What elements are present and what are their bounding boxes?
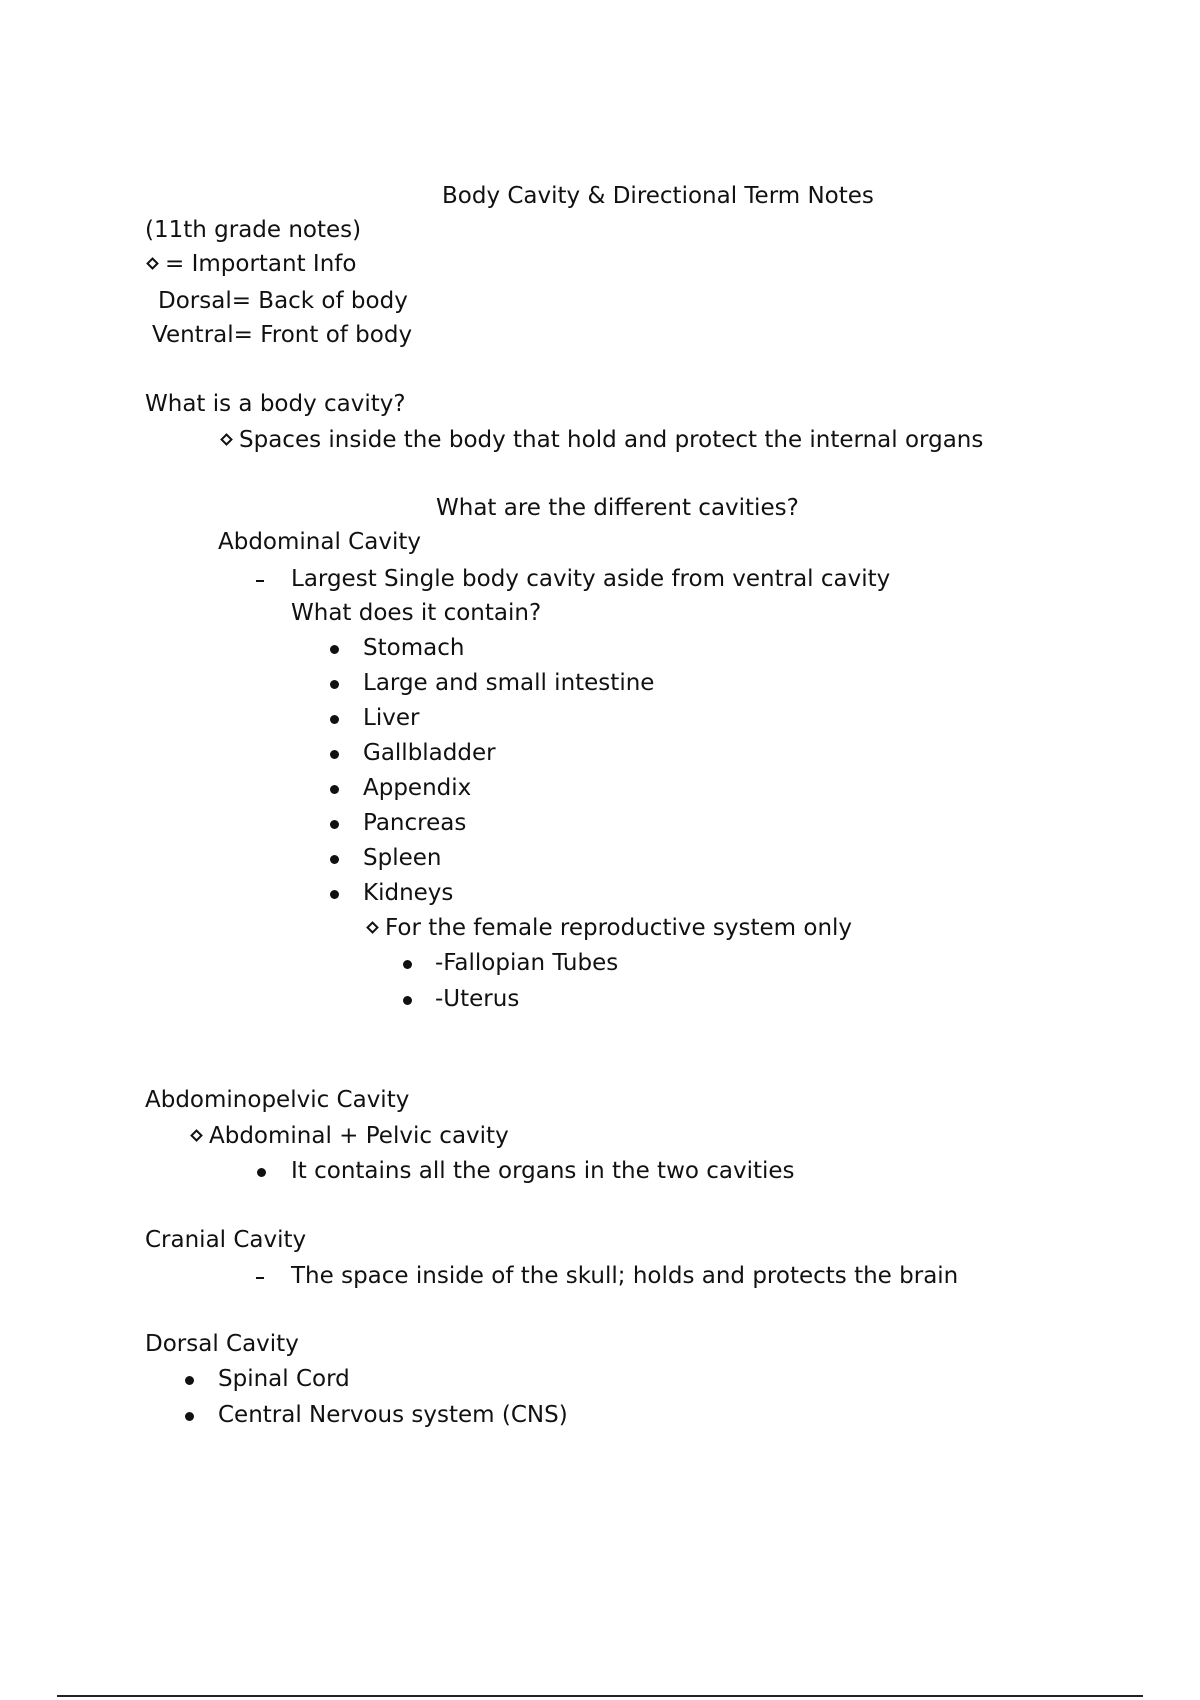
organ-item: Gallbladder (363, 740, 496, 766)
bullet-icon (185, 1376, 194, 1385)
organ-item: Spleen (363, 845, 442, 871)
bullet-icon (330, 750, 339, 759)
grade-note: (11th grade notes) (145, 217, 362, 243)
abdominopelvic-detail: It contains all the organs in the two cavities (291, 1158, 795, 1184)
bullet-icon (330, 855, 339, 864)
bullet-icon (330, 785, 339, 794)
bullet-icon (330, 820, 339, 829)
contains-question: What does it contain? (291, 600, 542, 626)
dorsal-item: Spinal Cord (218, 1366, 350, 1392)
bullet-icon (330, 890, 339, 899)
bullet-icon (330, 715, 339, 724)
bullet-icon (330, 645, 339, 654)
page-title: Body Cavity & Directional Term Notes (442, 183, 874, 209)
abdominal-description: Largest Single body cavity aside from ventral cavity (291, 566, 891, 592)
diamond-icon (146, 257, 159, 270)
ventral-definition: Ventral= Front of body (152, 322, 413, 348)
bullet-icon (403, 960, 412, 969)
bullet-icon (185, 1412, 194, 1421)
organ-item: Large and small intestine (363, 670, 655, 696)
dorsal-heading: Dorsal Cavity (145, 1331, 299, 1357)
female-organ-item: -Fallopian Tubes (435, 950, 619, 976)
diamond-icon (366, 921, 379, 934)
abdominopelvic-definition (192, 1122, 509, 1150)
cranial-description: The space inside of the skull; holds and protects the brain (291, 1263, 959, 1289)
organ-item: Liver (363, 705, 420, 731)
bottom-divider (57, 1695, 1143, 1697)
female-note-text: For the female reproductive system only (385, 915, 853, 941)
abdominopelvic-heading: Abdominopelvic Cavity (145, 1087, 410, 1113)
dash-marker (256, 1277, 264, 1279)
bullet-icon (330, 680, 339, 689)
cavities-heading: What are the different cavities? (436, 495, 799, 521)
dorsal-definition: Dorsal= Back of body (158, 288, 408, 314)
bullet-icon (403, 996, 412, 1005)
dash-marker (256, 580, 264, 582)
female-note (368, 914, 852, 942)
diamond-icon (220, 433, 233, 446)
legend-line (148, 250, 356, 278)
female-organ-item: -Uterus (435, 986, 520, 1012)
organ-item: Appendix (363, 775, 472, 801)
legend-text: = Important Info (165, 251, 357, 277)
body-cavity-answer-text: Spaces inside the body that hold and protect the internal organs (239, 427, 984, 453)
organ-item: Pancreas (363, 810, 467, 836)
cranial-heading: Cranial Cavity (145, 1227, 307, 1253)
organ-item: Kidneys (363, 880, 454, 906)
dorsal-item: Central Nervous system (CNS) (218, 1402, 568, 1428)
organ-item: Stomach (363, 635, 465, 661)
diamond-icon (190, 1129, 203, 1142)
body-cavity-answer (222, 426, 983, 454)
body-cavity-question: What is a body cavity? (145, 391, 406, 417)
abdominopelvic-definition-text: Abdominal + Pelvic cavity (209, 1123, 509, 1149)
bullet-icon (257, 1168, 266, 1177)
abdominal-heading: Abdominal Cavity (218, 529, 421, 555)
